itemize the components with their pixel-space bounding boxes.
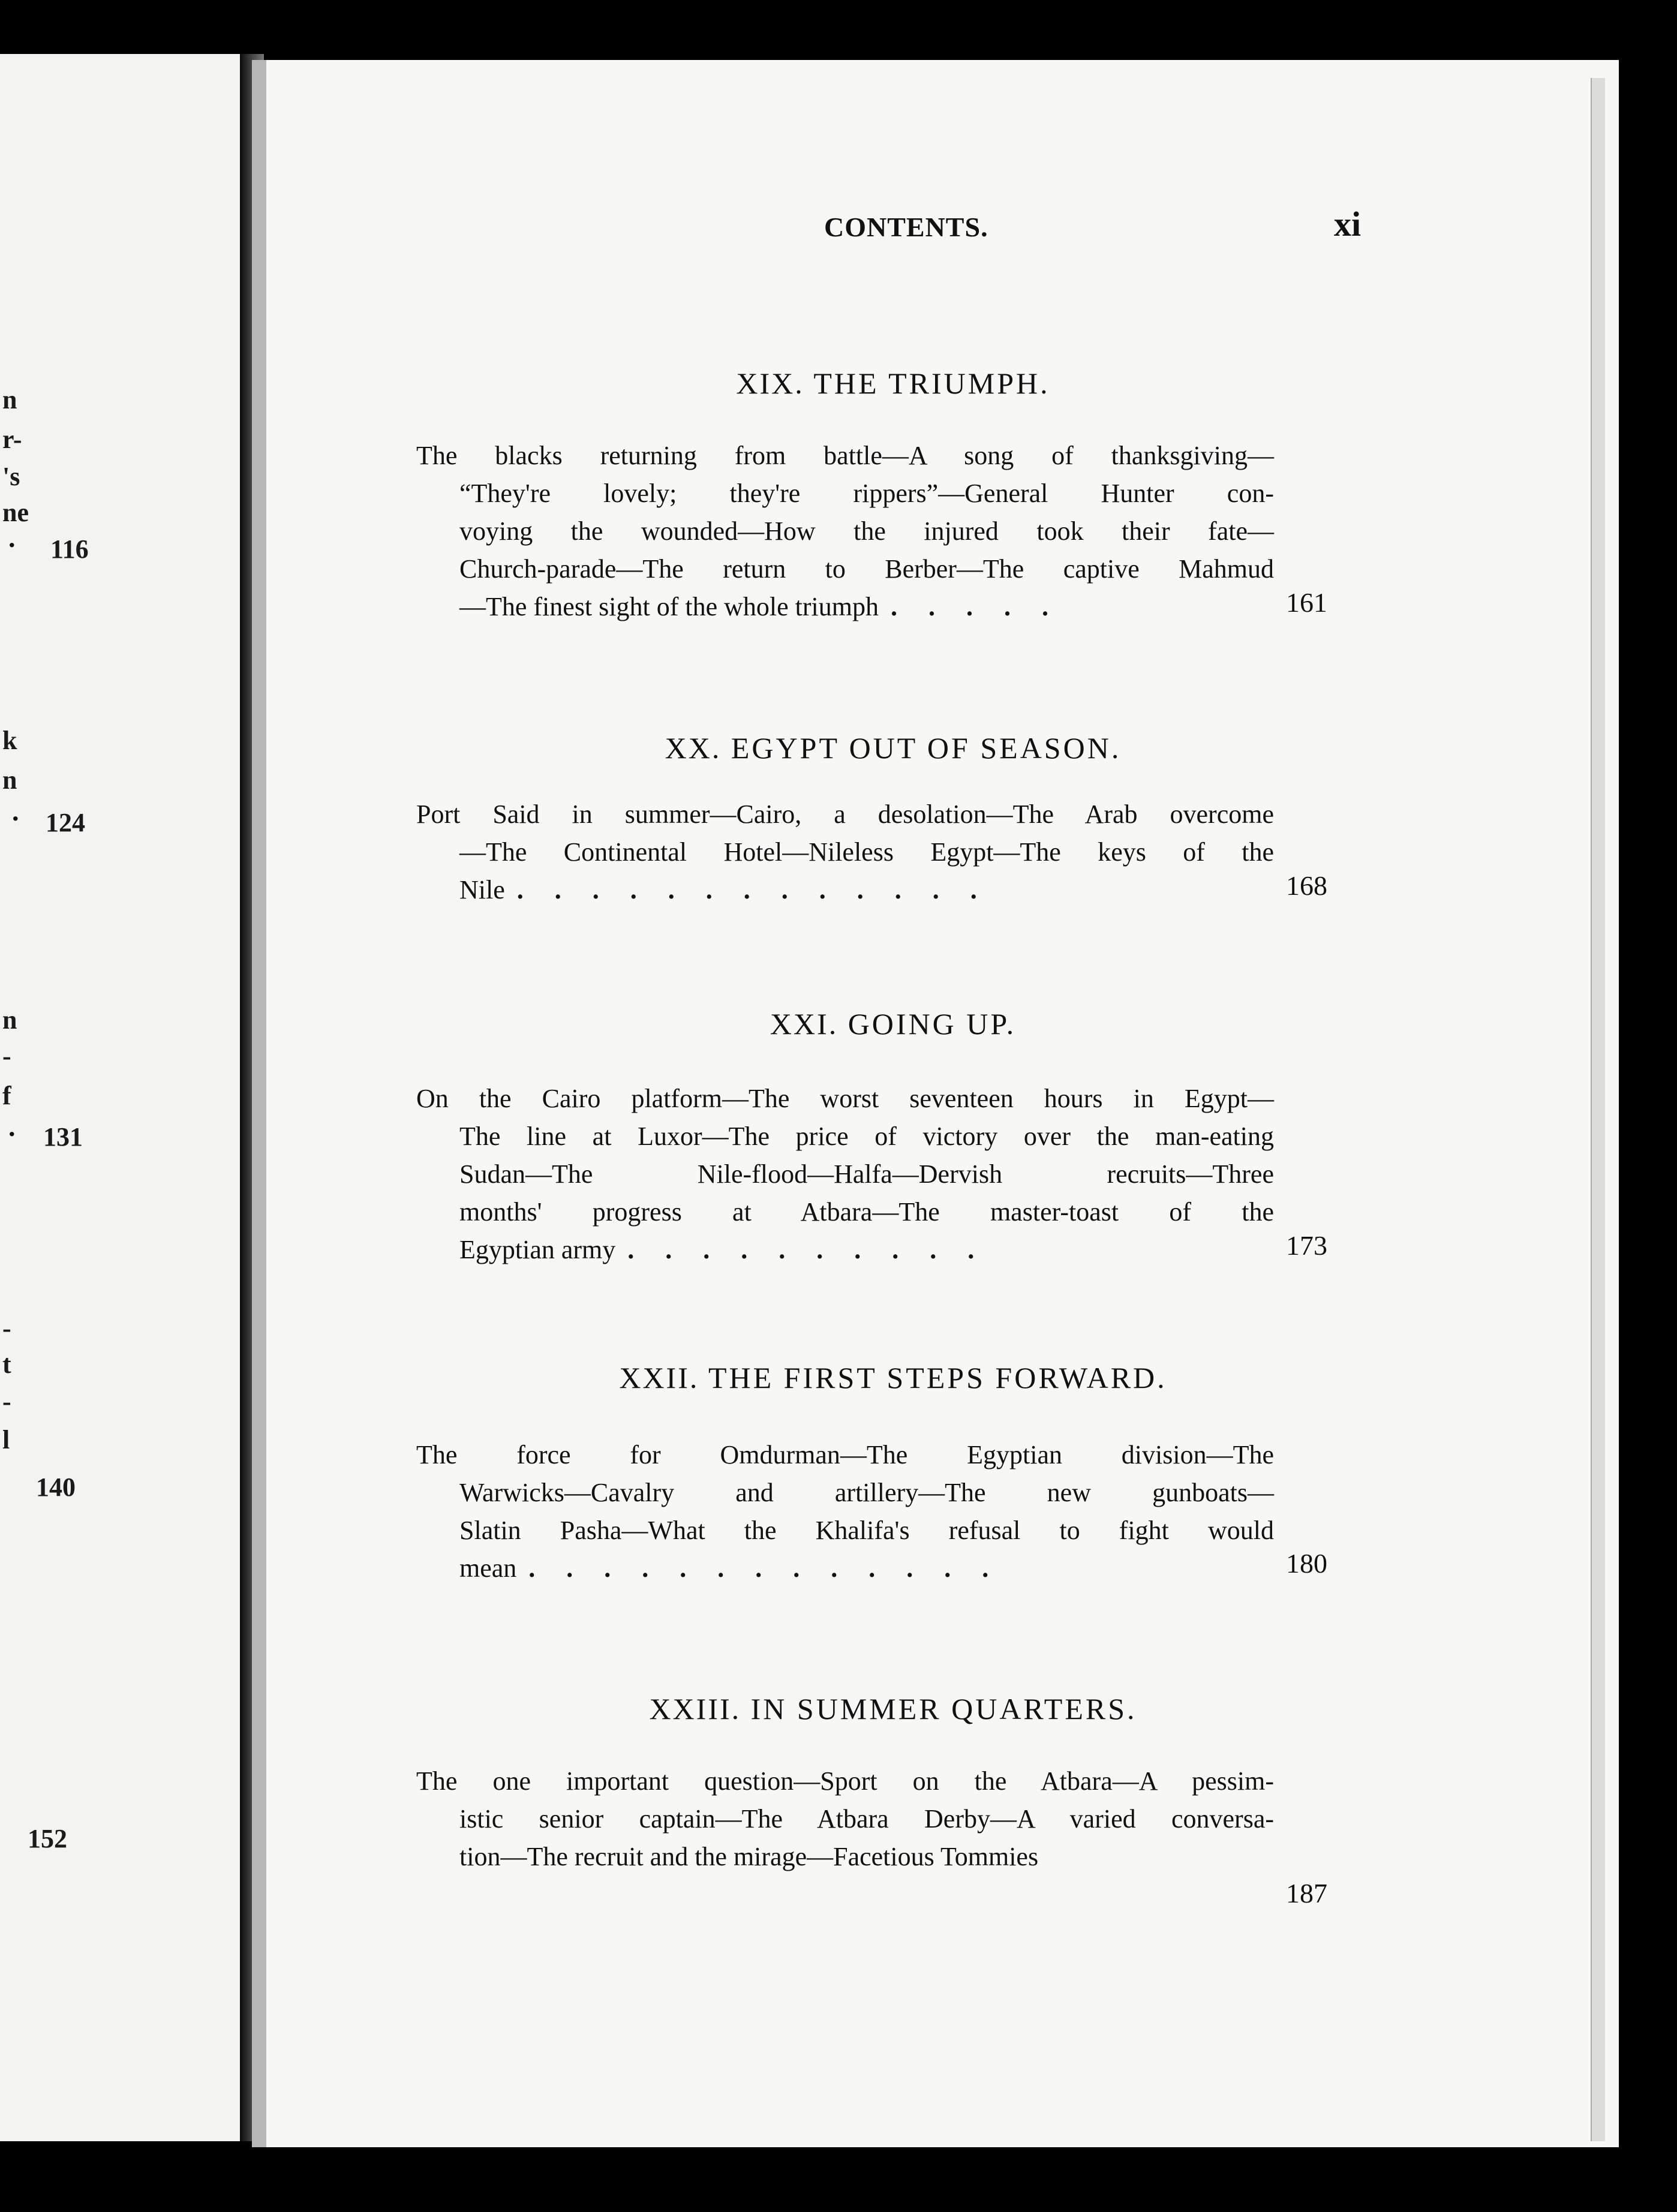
summary-line: Slatin Pasha—What the Khalifa's refusal to fight would bbox=[459, 1516, 1274, 1545]
chapter-numeral: XIX. bbox=[736, 366, 804, 400]
summary-line: —The Continental Hotel—Nileless Egypt—The keys of the bbox=[459, 837, 1274, 867]
summary-line: Sudan—The Nile-flood—Halfa—Dervish recruits—Three bbox=[459, 1159, 1274, 1189]
chapter-summary bbox=[416, 437, 1274, 626]
chapter-numeral: XXI. bbox=[770, 1007, 838, 1041]
left-page-ref: 116 bbox=[50, 534, 89, 564]
chapter-heading bbox=[266, 1006, 1520, 1041]
chapter-page-ref: 180 bbox=[1286, 1548, 1327, 1579]
left-page-ref: 124 bbox=[46, 808, 85, 837]
left-page-ref: 131 bbox=[43, 1122, 83, 1152]
left-fragment: k bbox=[2, 726, 17, 755]
summary-line: Warwicks—Cavalry and artillery—The new gunboats— bbox=[459, 1478, 1274, 1507]
page-edge bbox=[1591, 78, 1605, 2141]
summary-line: Church-parade—The return to Berber—The captive Mahmud bbox=[459, 554, 1274, 584]
left-fragment: f bbox=[2, 1081, 11, 1110]
summary-line: —The finest sight of the whole triumph bbox=[459, 592, 879, 621]
leader-dot: . bbox=[8, 1111, 16, 1142]
left-fragment: n bbox=[2, 1005, 17, 1035]
contents-page bbox=[252, 60, 1619, 2147]
summary-line: tion—The recruit and the mirage—Facetious Tommies bbox=[459, 1842, 1039, 1871]
leader-dot: . bbox=[8, 522, 16, 553]
page-number: xi bbox=[1334, 205, 1362, 244]
dot-leaders: .......... bbox=[627, 1235, 1006, 1264]
dot-leaders: ............. bbox=[516, 875, 1008, 904]
summary-line: mean bbox=[459, 1553, 517, 1583]
summary-line-final bbox=[416, 588, 1274, 626]
left-fragment: - bbox=[2, 1387, 11, 1416]
summary-line-final bbox=[416, 871, 1274, 909]
summary-line: Nile bbox=[459, 875, 505, 904]
left-fragment: - bbox=[2, 1314, 11, 1343]
left-fragment: 's bbox=[2, 462, 20, 491]
summary-line: On the Cairo platform—The worst seventeen hours in Egypt— bbox=[416, 1084, 1274, 1113]
left-fragment: - bbox=[2, 1041, 11, 1071]
chapter-page-ref: 187 bbox=[1286, 1878, 1327, 1909]
chapter-title: THE TRIUMPH. bbox=[813, 366, 1050, 400]
chapter-heading bbox=[266, 1691, 1520, 1726]
chapter-summary bbox=[416, 795, 1274, 909]
left-fragment: ne bbox=[2, 498, 29, 527]
chapter-heading bbox=[266, 731, 1520, 765]
summary-line: Egyptian army bbox=[459, 1235, 616, 1264]
chapter-heading bbox=[266, 1360, 1520, 1395]
left-fragment: n bbox=[2, 765, 17, 795]
summary-line: “They're lovely; they're rippers”—General Hunter con- bbox=[459, 479, 1274, 508]
left-fragment: t bbox=[2, 1350, 11, 1379]
summary-line: Port Said in summer—Cairo, a desolation—The Arab overcome bbox=[416, 800, 1274, 829]
chapter-title: IN SUMMER QUARTERS. bbox=[750, 1692, 1137, 1726]
left-fragment: n bbox=[2, 385, 17, 414]
summary-line: The one important question—Sport on the Atbara—A pessim- bbox=[416, 1766, 1274, 1796]
left-fragment: l bbox=[2, 1425, 10, 1454]
left-page-ref: 140 bbox=[36, 1472, 76, 1502]
chapter-title: THE FIRST STEPS FORWARD. bbox=[708, 1361, 1167, 1394]
summary-line: istic senior captain—The Atbara Derby—A varied conversa- bbox=[459, 1804, 1274, 1834]
dot-leaders: ............. bbox=[528, 1553, 1020, 1583]
left-facing-page bbox=[0, 54, 240, 2141]
chapter-summary bbox=[416, 1762, 1274, 1876]
dot-leaders: ..... bbox=[891, 592, 1080, 621]
summary-line: The force for Omdurman—The Egyptian division—The bbox=[416, 1440, 1274, 1469]
chapter-page-ref: 161 bbox=[1286, 587, 1327, 618]
chapter-title: GOING UP. bbox=[847, 1007, 1017, 1041]
summary-line: The line at Luxor—The price of victory over the man-eating bbox=[459, 1122, 1274, 1151]
leader-dot: . bbox=[12, 796, 19, 827]
chapter-page-ref: 173 bbox=[1286, 1230, 1327, 1261]
chapter-heading bbox=[266, 366, 1520, 401]
left-page-ref: 152 bbox=[28, 1824, 67, 1853]
summary-line: voying the wounded—How the injured took their fate— bbox=[459, 516, 1274, 546]
chapter-title: EGYPT OUT OF SEASON. bbox=[731, 731, 1122, 765]
summary-line: The blacks returning from battle—A song of thanksgiving— bbox=[416, 441, 1274, 470]
chapter-summary bbox=[416, 1436, 1274, 1587]
summary-line: months' progress at Atbara—The master-toast of the bbox=[459, 1197, 1274, 1227]
chapter-page-ref: 168 bbox=[1286, 870, 1327, 901]
running-head-title: CONTENTS. bbox=[824, 212, 988, 242]
chapter-numeral: XX. bbox=[665, 731, 722, 765]
chapter-numeral: XXIII. bbox=[649, 1692, 741, 1726]
summary-line-final bbox=[416, 1231, 1274, 1269]
chapter-summary bbox=[416, 1080, 1274, 1269]
chapter-numeral: XXII. bbox=[619, 1361, 699, 1394]
summary-line-final bbox=[416, 1549, 1274, 1587]
left-fragment: r- bbox=[2, 425, 22, 454]
